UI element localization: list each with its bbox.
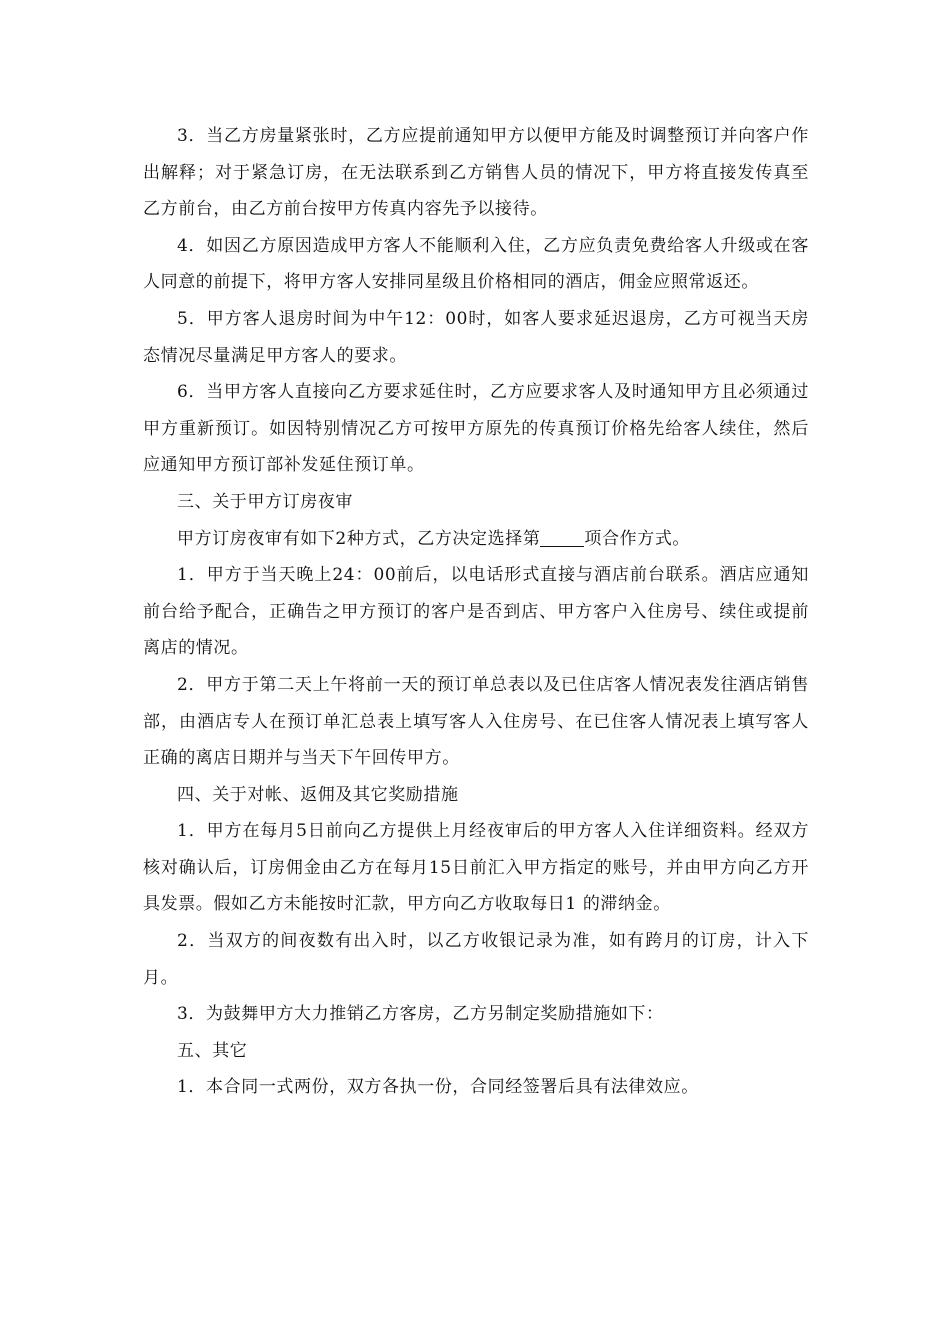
choice-line-after: 项合作方式。 <box>584 528 691 549</box>
clause-4-check-in-failure: 4．如因乙方原因造成甲方客人不能顺利入住，乙方应负责免费给客人升级或在客人同意的前提下，将甲方客人安排同星级且价格相同的酒店，佣金应照常返还。 <box>143 235 809 293</box>
reconciliation-clause-2: 2．当双方的间夜数有出入时，以乙方收银记录为准，如有跨月的订房，计入下月。 <box>143 931 809 988</box>
section-3-heading: 三、关于甲方订房夜审 <box>177 491 353 512</box>
audit-method-1: 1．甲方于当天晚上24：00前后，以电话形式直接与酒店前台联系。酒店应通知前台给予配合，正确告之甲方预订的客户是否到店、甲方客户入住房号、续住或提前离店的情况。 <box>143 565 809 659</box>
choice-blank <box>540 530 584 547</box>
clause-3-room-shortage: 3．当乙方房量紧张时，乙方应提前通知甲方以便甲方能及时调整预订并向客户作出解释；对于紧急订房，在无法联系到乙方销售人员的情况下，甲方将直接发传真至乙方前台，由乙方前台按甲方传真内容先予以接待。 <box>143 126 809 220</box>
other-clause-1: 1．本合同一式两份，双方各执一份，合同经签署后具有法律效应。 <box>177 1077 699 1098</box>
choice-line-before: 甲方订房夜审有如下2种方式，乙方决定选择第 <box>177 528 541 549</box>
audit-method-2: 2．甲方于第二天上午将前一天的预订单总表以及已住店客人情况表发往酒店销售部，由酒店专人在预订单汇总表上填写客人入住房号、在已住客人情况表上填写客人正确的离店日期并与当天下午回传甲方。 <box>143 674 809 769</box>
section-5-heading: 五、其它 <box>177 1040 248 1061</box>
document-body <box>143 118 809 1106</box>
reward-clause-3: 3．为鼓舞甲方大力推销乙方客房，乙方另制定奖励措施如下： <box>177 1004 664 1025</box>
clause-5-checkout-time: 5．甲方客人退房时间为中午12：00时，如客人要求延迟退房，乙方可视当天房态情况尽量满足甲方客人的要求。 <box>143 308 809 366</box>
choice-line <box>143 521 809 558</box>
section-4-heading: 四、关于对帐、返佣及其它奖励措施 <box>177 784 459 805</box>
clause-6-extended-stay: 6．当甲方客人直接向乙方要求延住时，乙方应要求客人及时通知甲方且必须通过甲方重新预订。如因特别情况乙方可按甲方原先的传真预订价格先给客人续住，然后应通知甲方预订部补发延住预订单。 <box>143 382 809 476</box>
reconciliation-clause-1: 1．甲方在每月5日前向乙方提供上月经夜审后的甲方客人入住详细资料。经双方核对确认后，订房佣金由乙方在每月15日前汇入甲方指定的账号，并由甲方向乙方开具发票。假如乙方未能按时汇款，甲方向乙方收取每日1 的滞纳金。 <box>143 821 809 915</box>
